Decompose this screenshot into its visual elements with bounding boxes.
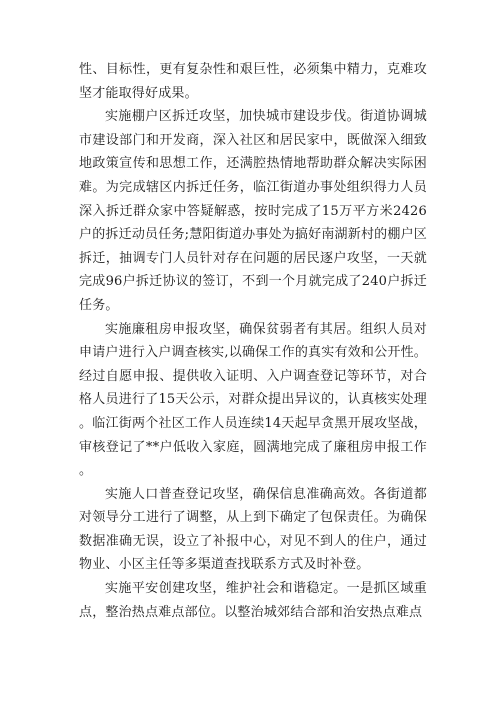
paragraph-low-rent-housing: 实施廉租房申报攻坚，确保贫弱者有其居。组织人员对申请户进行入户调查核实,以确保工作的真实有效和公开性。经过自愿申报、提供收入证明、入户调查登记等环节，对合格人员进行了15天公示，对群众提出异议的，认真核实处理。临江街两个社区工作人员连续14天起早贪黑开展攻坚战，审核登记了**户低收入家庭，圆满地完成了廉租房申报工作。 [79, 321, 427, 479]
paragraph-census-registration: 实施人口普查登记攻坚，确保信息准确高效。各街道都对领导分工进行了调整，从上到下确定了包保责任。为确保数据准确无误，设立了补报中心，对见不到人的住户，通过物业、小区主任等多渠道查找联系方式及时补登。 [79, 486, 427, 573]
paragraph-safety-campaign: 实施平安创建攻坚，维护社会和谐稳定。一是抓区域重点，整治热点难点部位。以整治城郊结合部和治安热点难点 [79, 581, 427, 620]
paragraph-continued-intro: 性、目标性，更有复杂性和艰巨性，必须集中精力，克难攻坚才能取得好成果。 [79, 62, 427, 101]
paragraph-shantytown-demolition: 实施棚户区拆迁攻坚，加快城市建设步伐。街道协调城市建设部门和开发商，深入社区和居民家中，既做深入细致地政策宣传和思想工作，还满腔热情地帮助群众解决实际困难。为完成辖区内拆迁任务，临江街道办事处组织得力人员深入拆迁群众家中答疑解惑，按时完成了15万平方米2426户的拆迁动员任务;慧阳街道办事处为搞好南湖新村的棚户区拆迁，抽调专门人员针对存在问题的居民逐户攻坚，一天就完成96户拆迁协议的签订，不到一个月就完成了240户拆迁任务。 [79, 109, 427, 313]
document-body [79, 58, 427, 624]
